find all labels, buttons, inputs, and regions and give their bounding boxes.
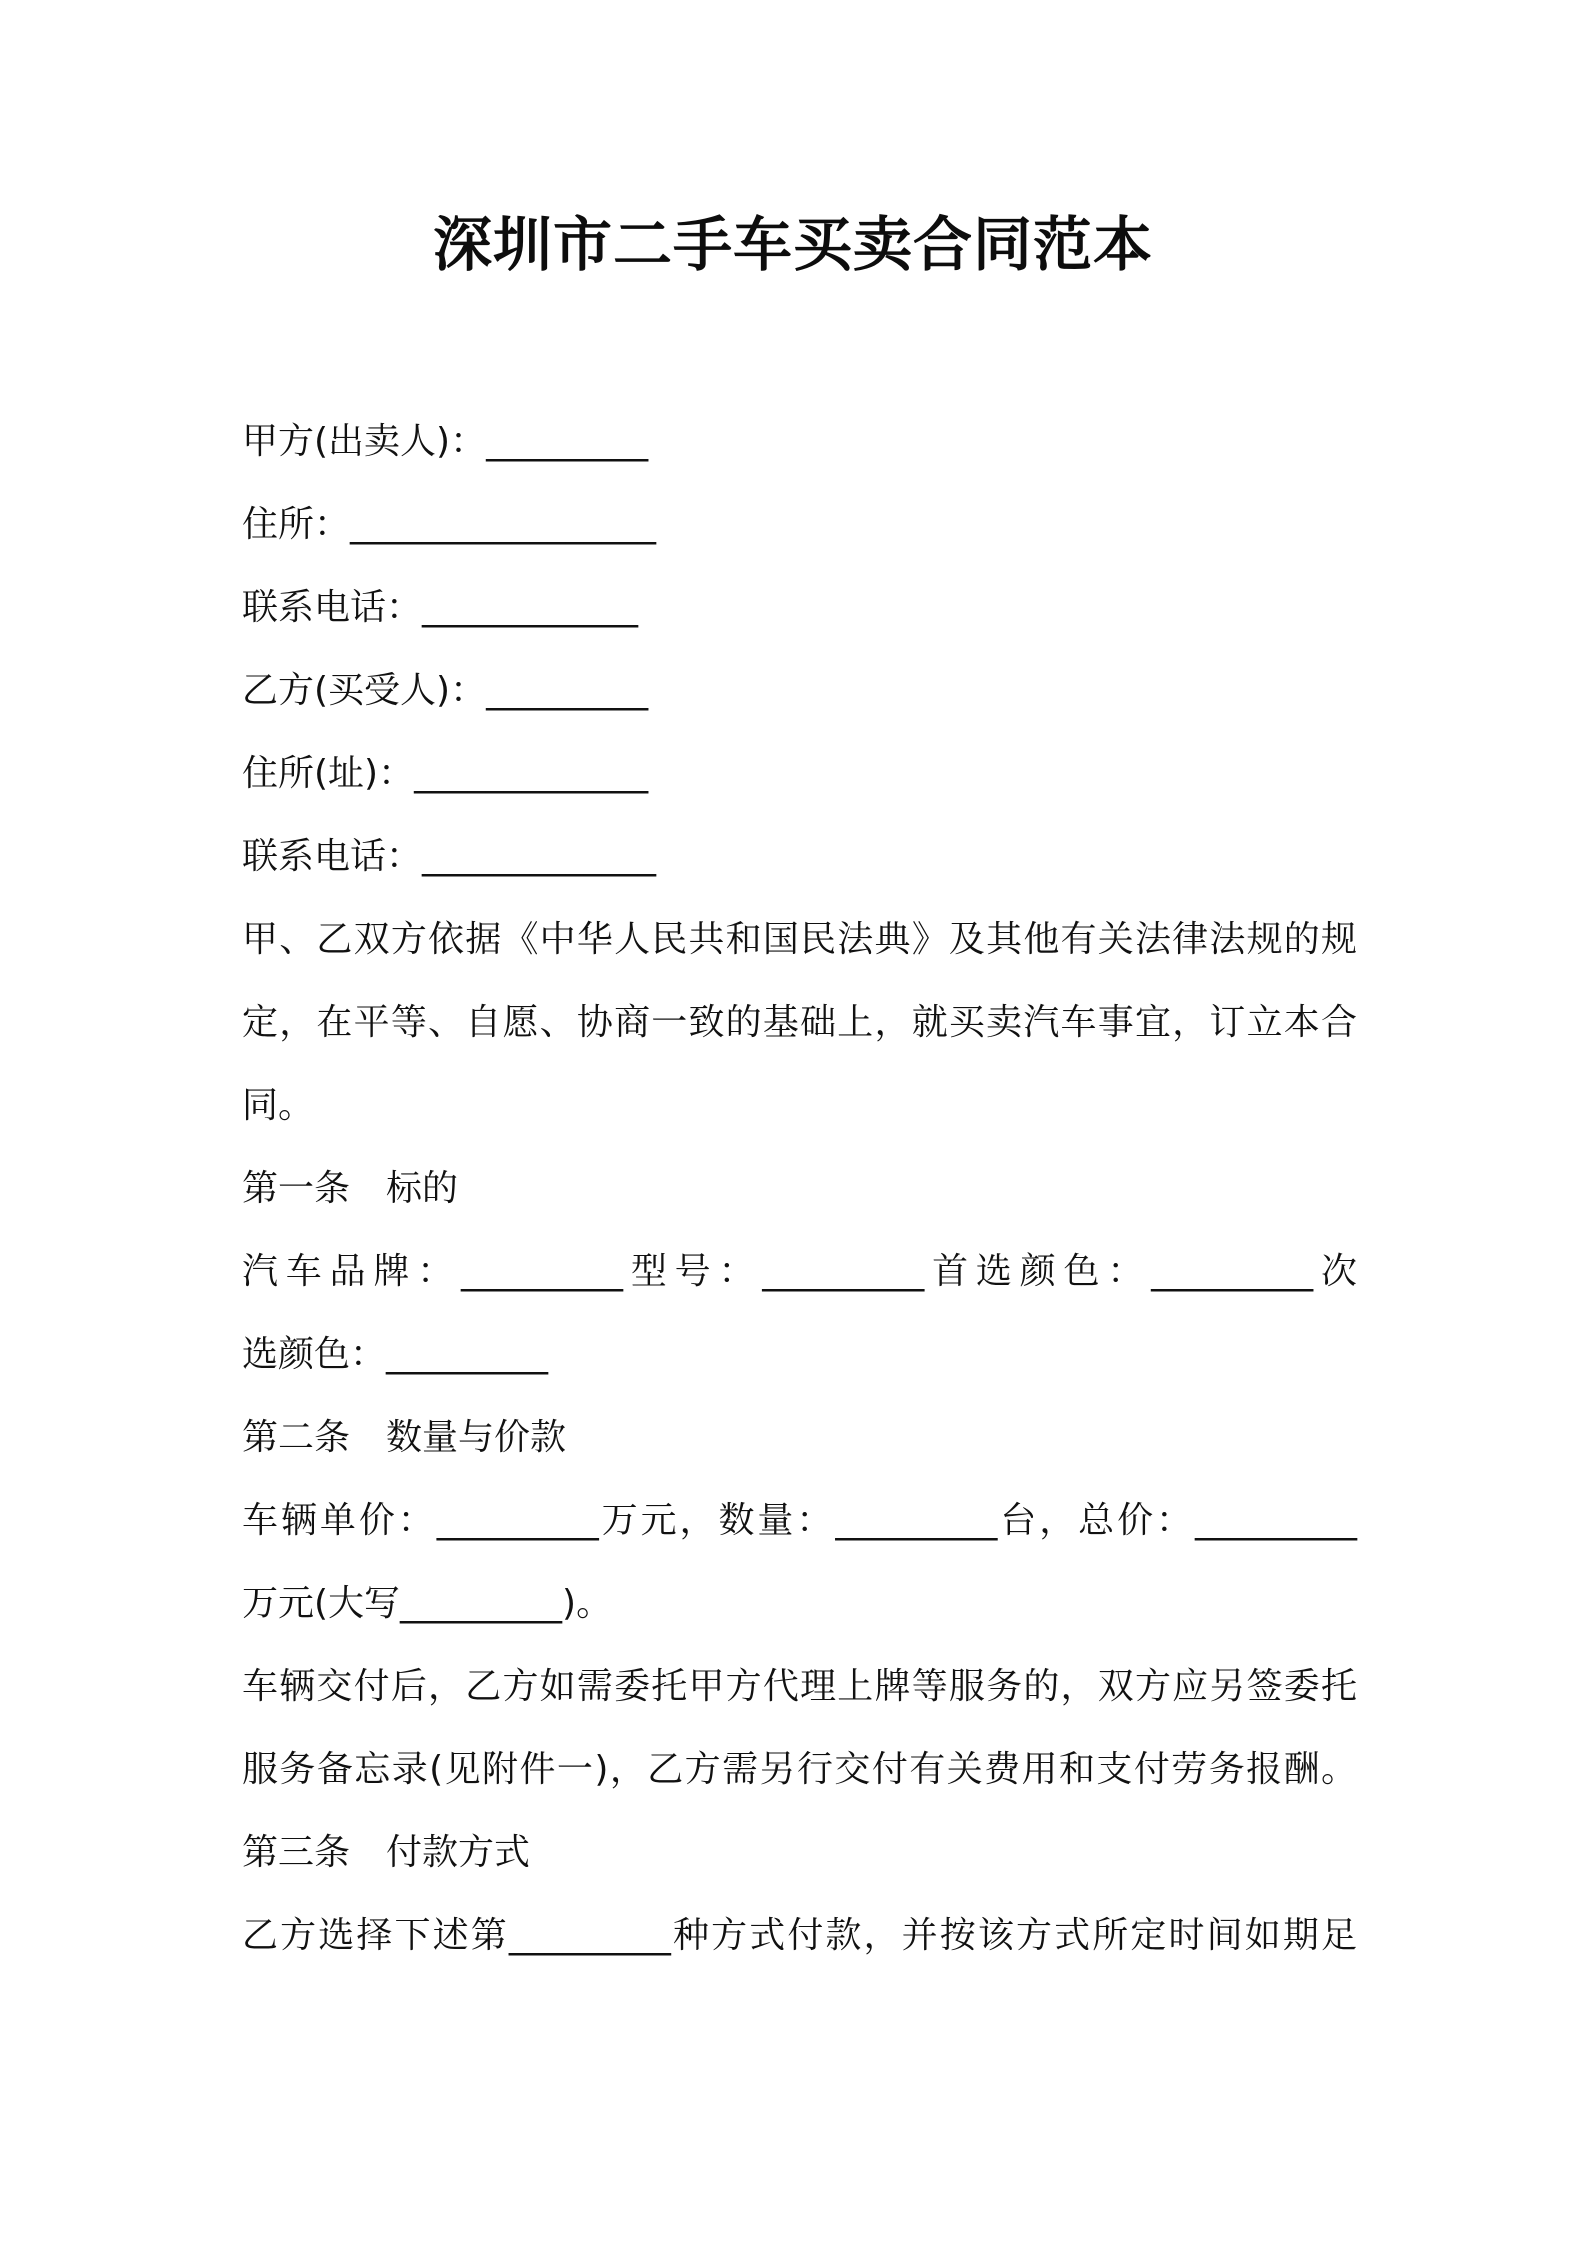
preamble-line-2: 定，在平等、自愿、协商一致的基础上，就买卖汽车事宜，订立本合 (242, 1002, 1357, 1043)
article-2-line-4: 服务备忘录(见附件一)，乙方需另行交付有关费用和支付劳务报酬。 (242, 1749, 1357, 1790)
party-b-line: 乙方(买受人)：_________ (242, 670, 649, 711)
article-3-line-1: 乙方选择下述第_________种方式付款，并按该方式所定时间如期足 (242, 1915, 1357, 1956)
article-1-line-1: 汽车品牌：_________型号：_________首选颜色：_________次 (242, 1251, 1357, 1292)
document-body (242, 400, 1357, 1977)
preamble-line-1: 甲、乙双方依据《中华人民共和国民法典》及其他有关法律法规的规 (242, 919, 1357, 960)
article-2-heading: 第二条 数量与价款 (242, 1417, 567, 1458)
article-3-heading: 第三条 付款方式 (242, 1832, 531, 1873)
party-a-line: 甲方(出卖人)：_________ (242, 421, 649, 462)
article-1-line-2: 选颜色：_________ (242, 1334, 549, 1375)
party-a-phone-line: 联系电话：____________ (242, 587, 639, 628)
article-1-heading: 第一条 标的 (242, 1168, 459, 1209)
article-2-line-2: 万元(大写_________)。 (242, 1583, 613, 1624)
document-title: 深圳市二手车买卖合同范本 (432, 210, 1153, 279)
party-a-address-line: 住所：_________________ (242, 504, 657, 545)
party-b-address-line: 住所(址)：_____________ (242, 753, 649, 794)
article-2-line-1: 车辆单价：_________万元，数量：_________台，总价：_________ (242, 1500, 1357, 1541)
article-2-line-3: 车辆交付后，乙方如需委托甲方代理上牌等服务的，双方应另签委托 (242, 1666, 1357, 1707)
party-b-phone-line: 联系电话：_____________ (242, 836, 657, 877)
preamble-line-3: 同。 (242, 1085, 315, 1126)
